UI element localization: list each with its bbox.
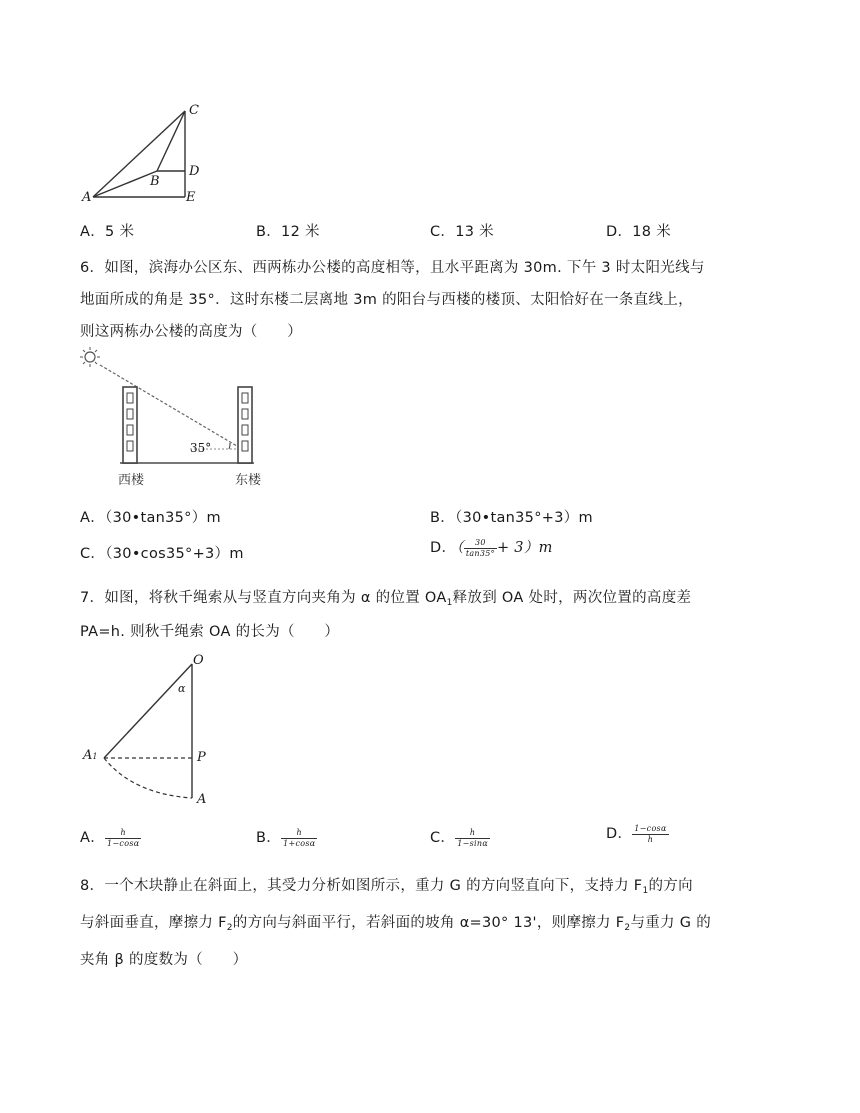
q7-fig-label-alpha: α — [178, 682, 186, 695]
q7-fig-label-p: P — [197, 750, 206, 765]
q5-option-b[interactable]: B．12 米 — [256, 224, 320, 240]
q6-text-line2: 地面所成的角是 35°．这时东楼二层离地 3m 的阳台与西楼的楼顶、太阳恰好在一条直线上， — [80, 292, 693, 308]
q6-text-line3: 则这两栋办公楼的高度为（ ） — [80, 324, 302, 340]
q7-figure — [78, 650, 218, 810]
q6-option-b[interactable]: B．（30•tan35°+3）m — [430, 510, 593, 526]
q8-text-line3: 夹角 β 的度数为（ ） — [80, 952, 248, 968]
q8-text-line2: 与斜面垂直，摩擦力 $F_2$的方向与斜面平行，若斜面的坡角 α=30° 13'，则摩擦力 $F_2$与重力 G 的 — [80, 915, 711, 933]
q7-text-line1: 7．如图，将秋千绳索从与竖直方向夹角为 α 的位置 $OA_1$释放到 OA 处时，两次位置的高度差 — [80, 590, 692, 608]
fig5-label-b: B — [150, 174, 160, 189]
q7-option-a[interactable]: A． $\frac{h}{1-\cos\alpha}$ — [80, 827, 140, 848]
q6-fig-east-label: 东楼 — [235, 473, 262, 488]
fig5-label-e: E — [186, 190, 196, 205]
sun-icon — [80, 347, 100, 367]
q7-option-c[interactable]: C． $\frac{h}{1-\sin\alpha}$ — [430, 827, 489, 848]
fig5-label-a: A — [82, 190, 92, 205]
fig5-label-d: D — [189, 164, 200, 179]
q5-option-c[interactable]: C．13 米 — [430, 224, 494, 240]
q6-figure — [78, 345, 278, 465]
q6-option-d[interactable]: D．（ $\frac{30}{\tan 35^\circ}$ + 3）m — [430, 537, 553, 558]
q7-option-b[interactable]: B． $\frac{h}{1+\cos\alpha}$ — [256, 827, 316, 848]
q5-option-d[interactable]: D．18 米 — [606, 224, 672, 240]
q6-option-a[interactable]: A．（30•tan35°）m — [80, 510, 221, 526]
q7-fig-label-a: A — [197, 792, 207, 807]
q6-option-c[interactable]: C．（30•cos35°+3）m — [80, 546, 244, 562]
q7-text-line2: PA=h. 则秋千绳索 OA 的长为（ ） — [80, 624, 340, 640]
q7-fig-label-a1: A1 — [83, 748, 98, 763]
q6-fig-west-label: 西楼 — [118, 473, 145, 488]
q7-fig-label-o: O — [193, 653, 204, 668]
q8-text-line1: 8．一个木块静止在斜面上，其受力分析如图所示，重力 G 的方向竖直向下，支持力 $F_1$的方向 — [80, 878, 693, 896]
fig5-label-c: C — [189, 103, 199, 118]
q5-option-a[interactable]: A．5 米 — [80, 224, 135, 240]
q6-text-line1: 6．如图，滨海办公区东、西两栋办公楼的高度相等，且水平距离为 30m. 下午 3 时太阳光线与 — [80, 260, 705, 276]
q6-fig-angle: 35° — [190, 441, 212, 455]
q7-option-d[interactable]: D． $\frac{1-\cos\alpha}{h}$ — [606, 823, 667, 844]
